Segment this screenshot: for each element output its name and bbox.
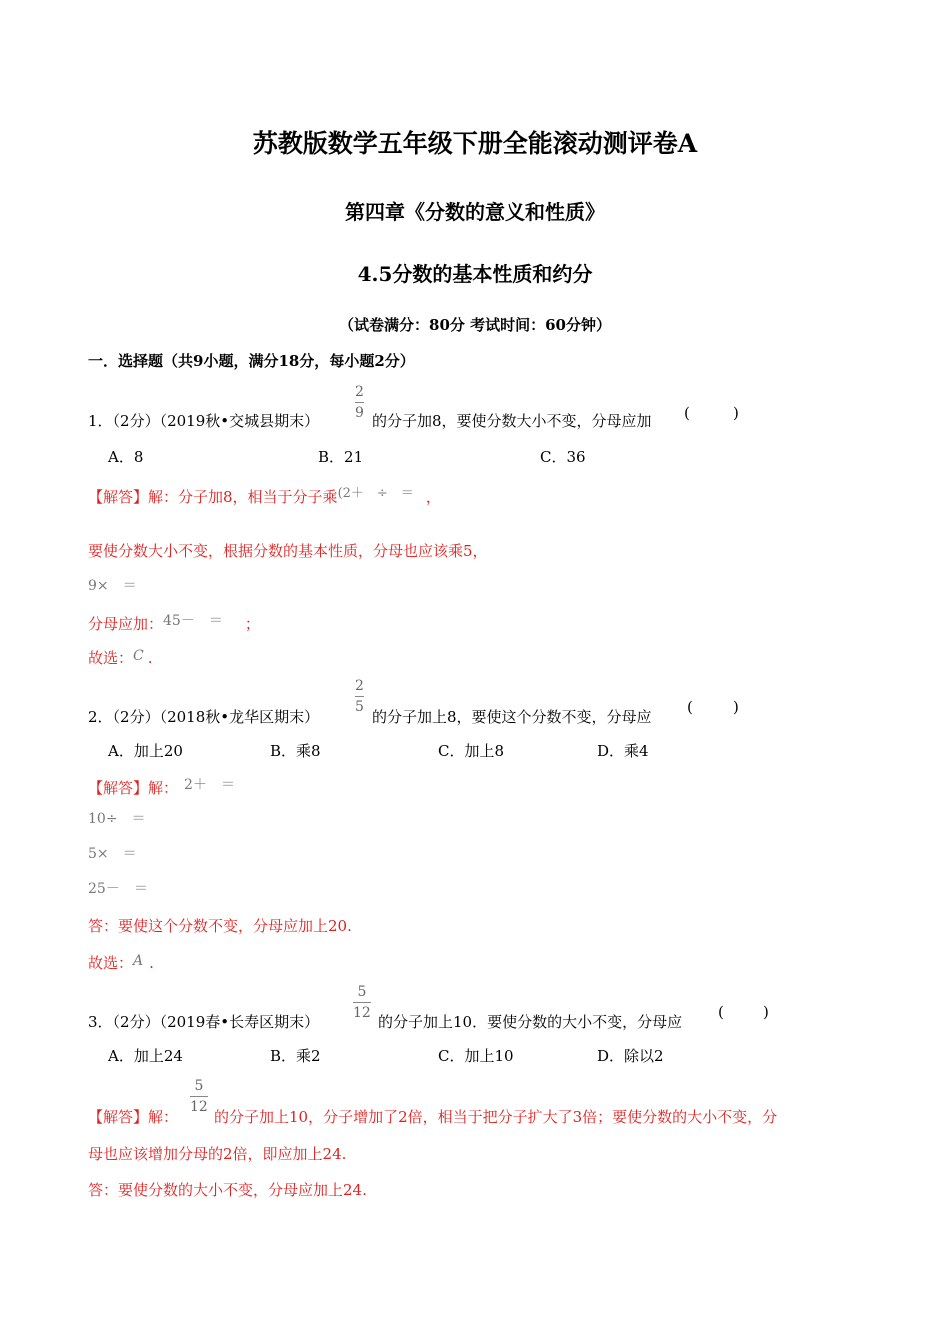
q3-answer-tag-line bbox=[88, 1106, 178, 1127]
q1-option-b: B．21 bbox=[318, 448, 364, 466]
q2-option-a: A．加上20 bbox=[108, 742, 183, 760]
q1-option-c: C．36 bbox=[540, 448, 586, 466]
q1-paren-open: ( bbox=[684, 404, 690, 422]
q1-fraction bbox=[355, 384, 364, 421]
q2-stem: 的分子加上8，要使这个分数不变，分母应 bbox=[372, 708, 652, 726]
part-heading: 一．选择题（共9小题，满分18分，每小题2分） bbox=[88, 352, 415, 370]
q3-frac-bar bbox=[353, 1002, 371, 1003]
q2-paren-close: ) bbox=[733, 698, 739, 716]
q2-prefix: 2．（2分）（2018秋•龙华区期末） bbox=[88, 708, 320, 726]
q3-frac2-num: 5 bbox=[194, 1078, 204, 1094]
q3-conclusion: 答：要使分数的大小不变，分母应加上24. bbox=[88, 1181, 367, 1199]
q2-frac-num: 2 bbox=[355, 678, 364, 694]
q1-expr1: (2＋ ÷ ＝ bbox=[337, 486, 414, 501]
q2-fraction bbox=[355, 678, 364, 715]
q1-choose-tail: . bbox=[147, 649, 153, 667]
q3-paren-open: ( bbox=[718, 1003, 724, 1021]
q2-expr4: 25－ ＝ bbox=[88, 881, 148, 897]
q3-option-d: D．除以2 bbox=[597, 1047, 664, 1065]
q3-frac-den: 12 bbox=[353, 1005, 371, 1021]
q2-answer-line1 bbox=[88, 777, 235, 798]
q2-frac-bar bbox=[355, 696, 364, 697]
q3-answer-text2: 母也应该增加分母的2倍，即应加上24. bbox=[88, 1145, 347, 1163]
answer-tag: 【解答】 bbox=[88, 488, 149, 506]
q1-stem: 的分子加8，要使分数大小不变，分母应加 bbox=[372, 412, 652, 430]
q1-frac-bar bbox=[355, 402, 364, 403]
answer-tag: 【解答】 bbox=[88, 1108, 149, 1126]
q3-frac2-den: 12 bbox=[190, 1099, 208, 1115]
answer-tag: 【解答】 bbox=[88, 779, 149, 797]
q3-option-a: A．加上24 bbox=[108, 1047, 183, 1065]
q2-choose-val: A bbox=[133, 953, 144, 969]
q2-option-c: C．加上8 bbox=[438, 742, 505, 760]
q1-line3-label: 分母应加： bbox=[88, 615, 164, 633]
q2-option-d: D．乘4 bbox=[597, 742, 649, 760]
q3-stem: 的分子加上10．要使分数的大小不变，分母应 bbox=[378, 1013, 683, 1031]
q2-expr2: 10÷ ＝ bbox=[88, 811, 146, 827]
q1-prefix: 1．（2分）（2019秋•交城县期末） bbox=[88, 412, 320, 430]
q3-option-c: C．加上10 bbox=[438, 1047, 514, 1065]
q1-answer-line2: 要使分数大小不变，根据分数的基本性质，分母也应该乘5， bbox=[88, 542, 488, 560]
document-title: 苏教版数学五年级下册全能滚动测评卷A bbox=[252, 129, 698, 158]
choose-label: 故选： bbox=[88, 954, 134, 972]
q3-prefix: 3．（2分）（2019春•长寿区期末） bbox=[88, 1013, 320, 1031]
q1-line3-tail: ； bbox=[244, 615, 260, 633]
q1-expr3: 45－ ＝ bbox=[163, 613, 223, 629]
q3-option-b: B．乘2 bbox=[270, 1047, 321, 1065]
q1-answer-line3 bbox=[88, 613, 260, 634]
q1-answer-line1 bbox=[88, 486, 441, 507]
q2-choose-tail: . bbox=[149, 954, 154, 972]
q2-option-b: B．乘8 bbox=[270, 742, 321, 760]
q3-frac2-bar bbox=[190, 1096, 208, 1097]
q1-paren-close: ) bbox=[733, 404, 739, 422]
exam-info: （试卷满分：80分 考试时间：60分钟） bbox=[339, 316, 611, 334]
q1-option-a: A．8 bbox=[108, 448, 144, 466]
answer-label: 解： bbox=[148, 779, 179, 797]
q3-answer-text1: 的分子加上10，分子增加了2倍，相当于把分子扩大了3倍；要使分数的大小不变，分 bbox=[214, 1108, 778, 1126]
q2-expr1: 2＋ ＝ bbox=[184, 777, 235, 793]
q2-paren-open: ( bbox=[687, 698, 693, 716]
q3-frac-num: 5 bbox=[357, 984, 367, 1000]
answer-label: 解： bbox=[148, 1108, 179, 1126]
q3-paren-close: ) bbox=[763, 1003, 769, 1021]
section-title: 4.5分数的基本性质和约分 bbox=[357, 262, 593, 286]
q3-fraction bbox=[353, 984, 371, 1021]
q2-expr3: 5× ＝ bbox=[88, 846, 137, 862]
answer-text: 解：分子加8，相当于分子乘 bbox=[148, 488, 338, 506]
q2-choose bbox=[88, 952, 154, 973]
q3-answer-fraction bbox=[190, 1078, 208, 1115]
q1-expr2: 9× ＝ bbox=[88, 578, 137, 594]
q1-choose-val: C bbox=[133, 648, 144, 664]
q1-frac-num: 2 bbox=[355, 384, 364, 400]
q1-choose bbox=[88, 647, 153, 668]
q2-conclusion: 答：要使这个分数不变，分母应加上20. bbox=[88, 917, 352, 935]
q2-frac-den: 5 bbox=[355, 699, 364, 715]
choose-label: 故选： bbox=[88, 649, 134, 667]
q1-frac-den: 9 bbox=[355, 405, 364, 421]
q1-expr1-tail: ， bbox=[425, 488, 441, 506]
chapter-title: 第四章《分数的意义和性质》 bbox=[345, 200, 605, 224]
